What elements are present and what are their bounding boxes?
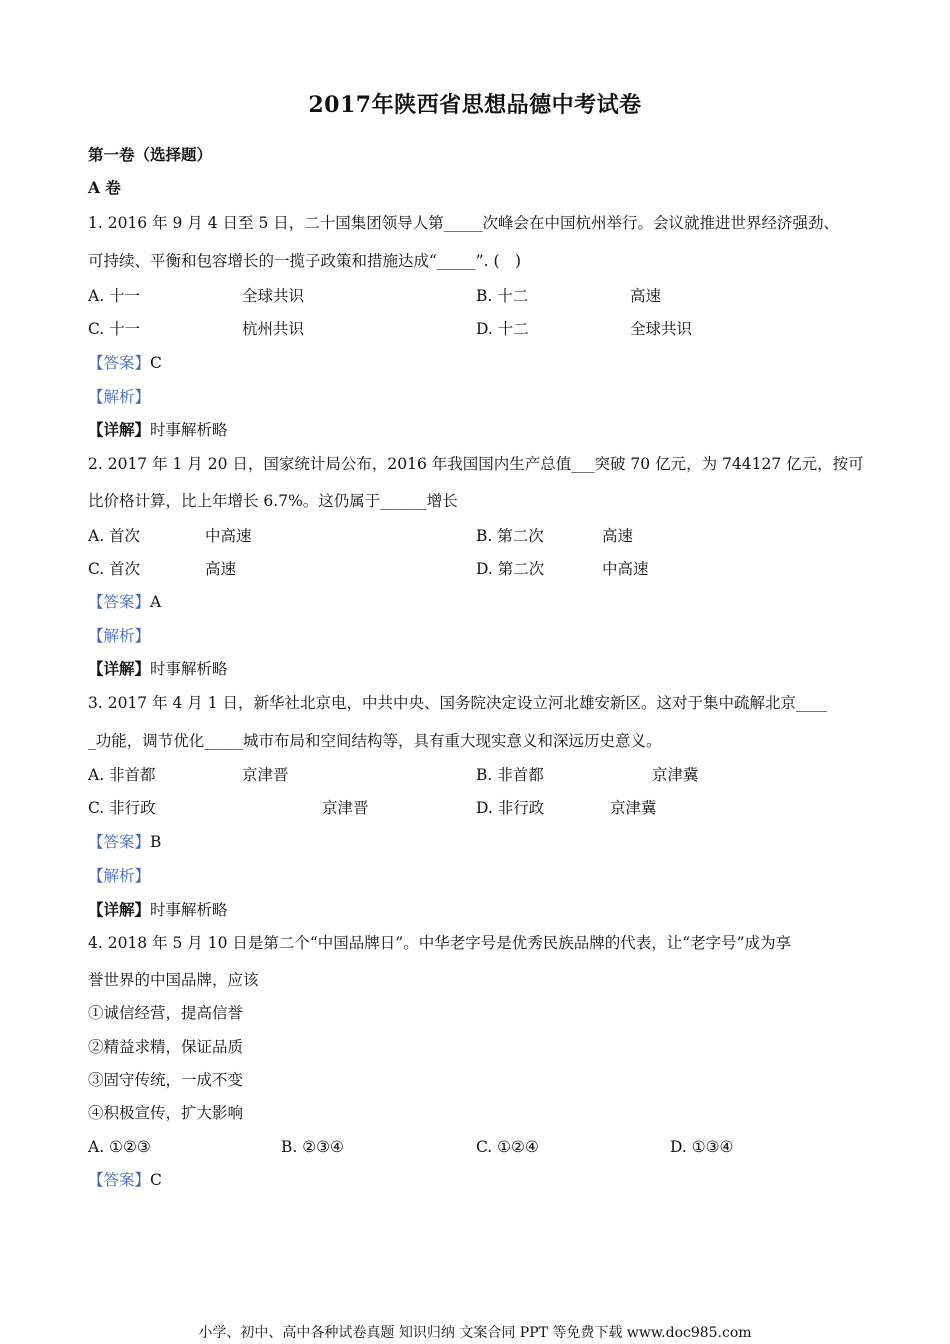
detail-tag: 【详解】: [88, 900, 151, 919]
answer-tag: 【答案】: [88, 593, 151, 611]
q2-option-a-second: 中高速: [205, 527, 252, 545]
q2-option-b: B. 第二次: [476, 527, 544, 545]
q4-option-d: D. ①③④: [670, 1138, 734, 1156]
q4-option-b: B. ②③④: [281, 1138, 344, 1156]
q1-option-c-second: 杭州共识: [242, 320, 305, 338]
q3-option-d: D. 非行政: [476, 799, 545, 817]
q2-answer-value: A: [150, 593, 162, 611]
q3-option-b-second: 京津冀: [652, 766, 699, 784]
q3-analysis-tag: 【解析】: [88, 867, 151, 885]
q3-answer-value: B: [150, 833, 162, 851]
q1-detail-text: 时事解析略: [150, 421, 228, 439]
q3-text-line2: _功能，调节优化_____城市布局和空间结构等，具有重大现实意义和深远历史意义。: [88, 732, 662, 750]
q3-answer: [88, 832, 161, 852]
q2-option-d-second: 中高速: [602, 560, 649, 578]
q1-detail: [88, 420, 228, 440]
detail-tag: 【详解】: [88, 420, 151, 439]
q4-answer-value: C: [150, 1171, 162, 1189]
q1-option-d-second: 全球共识: [630, 320, 693, 338]
detail-tag: 【详解】: [88, 659, 151, 678]
q4-option-c: C. ①②④: [476, 1138, 539, 1156]
q1-option-b: B. 十二: [476, 287, 529, 305]
q2-option-b-second: 高速: [602, 527, 634, 545]
answer-tag: 【答案】: [88, 1171, 151, 1189]
q1-analysis-tag: 【解析】: [88, 388, 151, 406]
q1-option-a-second: 全球共识: [242, 287, 305, 305]
page-footer: 小学、初中、高中各种试卷真题 知识归纳 文案合同 PPT 等免费下载 www.doc985.com: [198, 1325, 752, 1341]
q1-option-c: C. 十一: [88, 320, 141, 338]
q1-text-line2: 可持续、平衡和包容增长的一揽子政策和措施达成“_____”. ( ): [88, 252, 522, 270]
q2-option-d: D. 第二次: [476, 560, 545, 578]
q2-detail: [88, 659, 228, 679]
q4-statement-3: ③固守传统，一成不变: [88, 1071, 244, 1089]
q4-option-a: A. ①②③: [88, 1138, 151, 1156]
q2-detail-text: 时事解析略: [150, 660, 228, 678]
q3-detail: [88, 900, 228, 920]
q4-text-line2: 誉世界的中国品牌，应该: [88, 971, 259, 989]
q2-analysis-tag: 【解析】: [88, 627, 151, 645]
answer-tag: 【答案】: [88, 354, 151, 372]
q2-option-c: C. 首次: [88, 560, 141, 578]
q3-option-a: A. 非首都: [88, 766, 156, 784]
q1-answer-value: C: [150, 354, 162, 372]
q2-answer: [88, 592, 161, 612]
q2-text-line1: 2. 2017 年 1 月 20 日，国家统计局公布，2016 年我国国内生产总值___突破 70 亿元，为 744127 亿元，按可: [88, 455, 864, 473]
q3-option-a-second: 京津晋: [242, 766, 289, 784]
q1-option-b-second: 高速: [630, 287, 662, 305]
q3-text-line1: 3. 2017 年 4 月 1 日，新华社北京电，中共中央、国务院决定设立河北雄安新区。这对于集中疏解北京____: [88, 694, 828, 712]
q4-answer: [88, 1170, 162, 1190]
q4-statement-2: ②精益求精，保证品质: [88, 1038, 244, 1056]
q3-option-c: C. 非行政: [88, 799, 156, 817]
q2-text-line2: 比价格计算，比上年增长 6.7%。这仍属于______增长: [88, 492, 458, 510]
q3-detail-text: 时事解析略: [150, 901, 228, 919]
section-heading: 第一卷（选择题）: [88, 145, 213, 164]
q1-text-line1: 1. 2016 年 9 月 4 日至 5 日，二十国集团领导人第_____次峰会在中国杭州举行。会议就推进世界经济强劲、: [88, 214, 839, 232]
subsection-heading: A 卷: [88, 178, 121, 197]
q1-answer: [88, 353, 162, 373]
q4-statement-1: ①诚信经营，提高信誉: [88, 1004, 244, 1022]
page-title: 2017年陕西省思想品德中考试卷: [308, 92, 642, 118]
q2-option-c-second: 高速: [205, 560, 237, 578]
q1-option-a: A. 十一: [88, 287, 141, 305]
q3-option-c-second: 京津晋: [322, 799, 369, 817]
q3-option-d-second: 京津冀: [610, 799, 657, 817]
q3-option-b: B. 非首都: [476, 766, 544, 784]
q2-option-a: A. 首次: [88, 527, 141, 545]
q4-statement-4: ④积极宣传，扩大影响: [88, 1104, 244, 1122]
q4-text-line1: 4. 2018 年 5 月 10 日是第二个“中国品牌日”。中华老字号是优秀民族品牌的代表，让“老字号”成为享: [88, 934, 792, 952]
q1-option-d: D. 十二: [476, 320, 529, 338]
answer-tag: 【答案】: [88, 833, 151, 851]
